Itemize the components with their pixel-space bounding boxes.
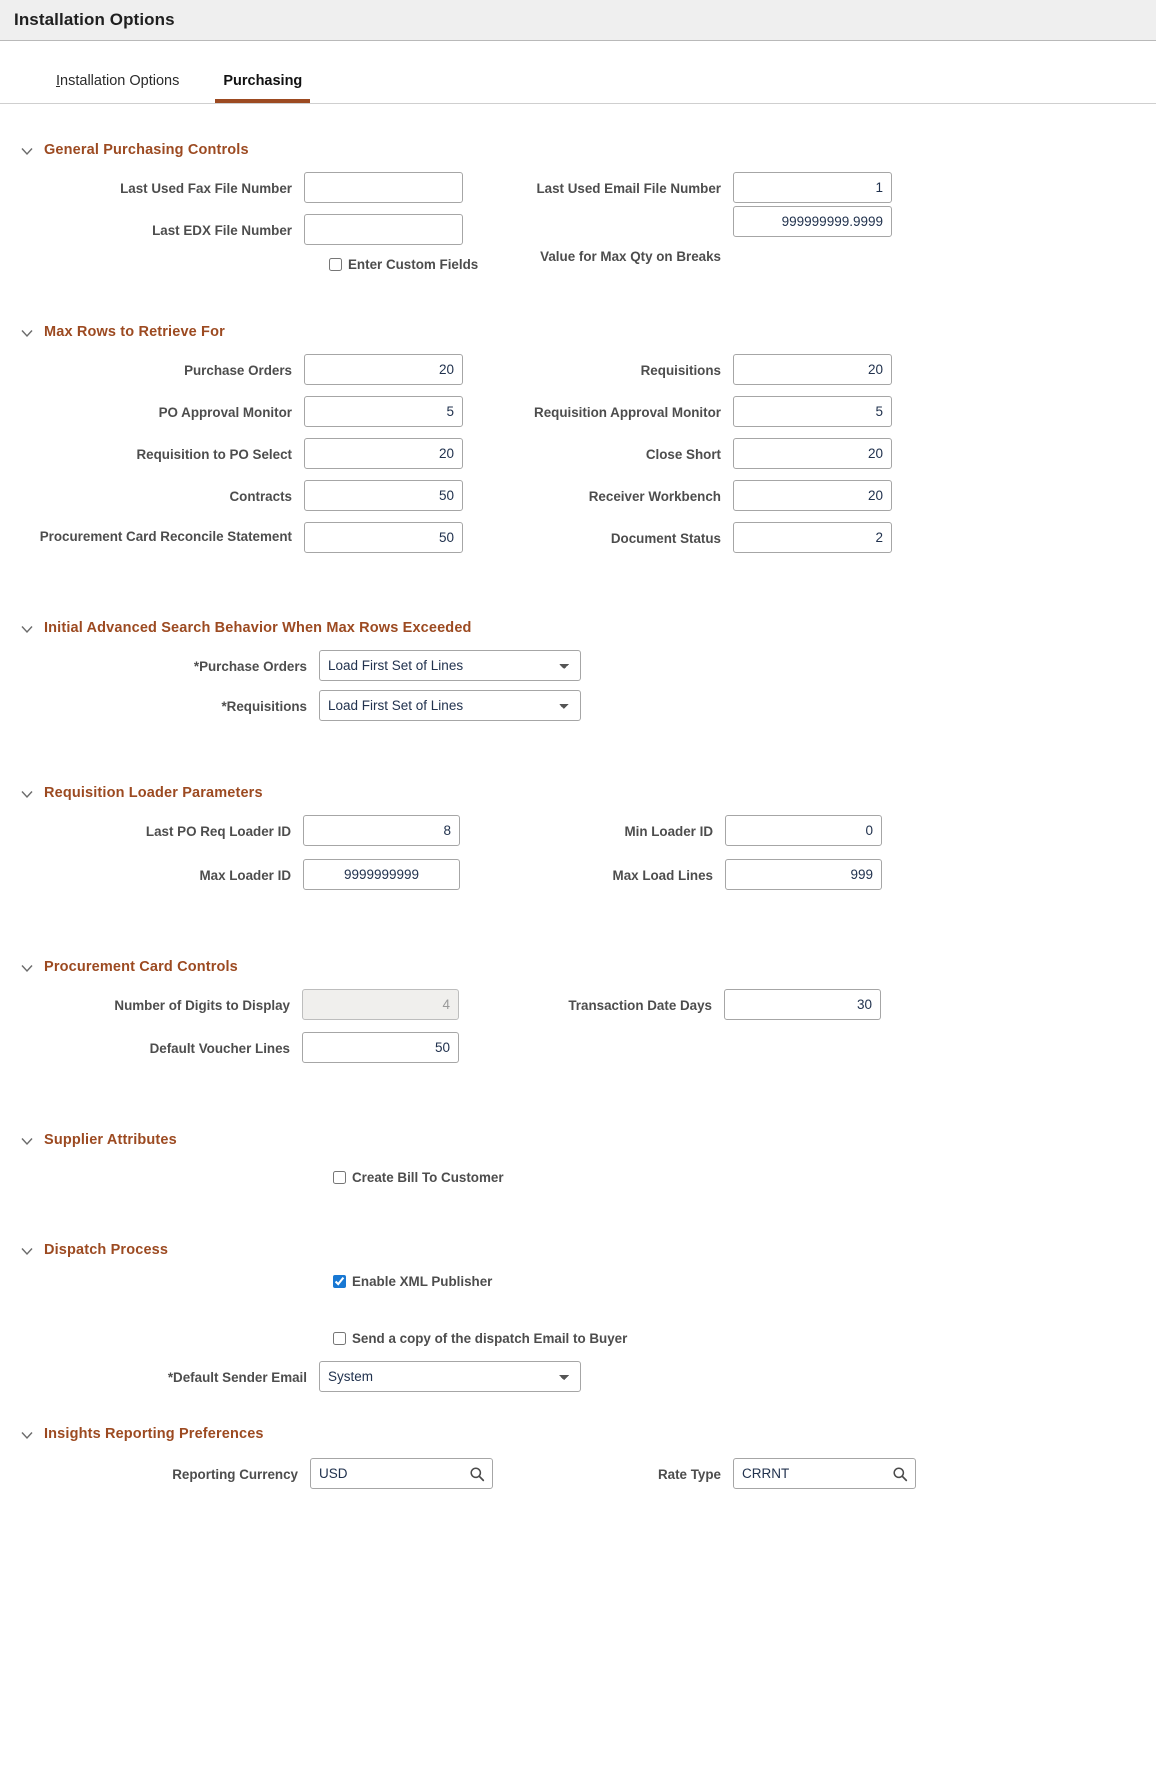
row-currency-ratetype [0, 1458, 1156, 1489]
tab-purchasing[interactable] [201, 73, 324, 103]
label-close-short: Close Short [645, 447, 721, 462]
cell-procurement-card-reconcile-statement [0, 522, 463, 553]
input-procurement-card-reconcile-statement[interactable] [304, 522, 463, 553]
max-rows-fields-grid [0, 354, 1156, 564]
cell-rate-type [641, 1458, 916, 1489]
label-document-status: Document Status [610, 531, 721, 546]
window-title-bar [0, 0, 1156, 41]
row-digits-transdays [0, 989, 1156, 1032]
cell-requisition-to-po-select [0, 438, 463, 469]
label-rate-type: Rate Type [657, 1467, 721, 1482]
section-title-general: General Purchasing Controls [44, 142, 249, 158]
label-max-load-lines: Max Load Lines [612, 868, 713, 883]
cell-requisition-approval-monitor [499, 396, 892, 427]
select-default-sender-email[interactable] [319, 1361, 581, 1392]
input-po-approval-monitor[interactable] [304, 396, 463, 427]
section-title-pcard: Procurement Card Controls [44, 959, 238, 975]
section-dispatch-process [0, 1185, 1156, 1392]
section-title-advanced-search: Initial Advanced Search Behavior When Max Rows Exceeded [44, 620, 472, 636]
label-adv-purchase-orders: *Purchase Orders [193, 659, 307, 674]
row-create-bill-to-customer [333, 1170, 1156, 1185]
label-enter-custom-fields: Enter Custom Fields [348, 257, 479, 272]
tab-installation-options[interactable]: Installation Options [56, 73, 180, 89]
row-approval-monitors [0, 396, 1156, 438]
chevron-down-icon[interactable] [20, 1428, 34, 1442]
row-reqtopo-closeshort [0, 438, 1156, 480]
label-requisition-approval-monitor: Requisition Approval Monitor [534, 405, 721, 420]
input-receiver-workbench[interactable] [733, 480, 892, 511]
label-transaction-date-days: Transaction Date Days [568, 998, 712, 1013]
chevron-down-icon[interactable] [20, 1244, 34, 1258]
tab-purchasing-label: Purchasing [223, 73, 303, 89]
section-header-insights[interactable] [0, 1426, 1156, 1442]
label-number-of-digits-to-display: Number of Digits to Display [114, 998, 290, 1013]
cell-last-used-email-file-number [499, 172, 892, 203]
section-max-rows-to-retrieve-for [0, 272, 1156, 564]
section-header-dispatch[interactable] [0, 1242, 1156, 1258]
input-number-of-digits-to-display [302, 989, 459, 1020]
cell-value-for-max-qty-on-breaks [499, 214, 892, 265]
input-last-used-email-file-number[interactable] [733, 172, 892, 203]
input-contracts[interactable] [304, 480, 463, 511]
input-transaction-date-days[interactable] [724, 989, 881, 1020]
row-po-req [0, 354, 1156, 396]
input-requisition-approval-monitor[interactable] [733, 396, 892, 427]
advanced-search-fields-grid [0, 650, 1156, 730]
section-header-req-loader[interactable] [0, 785, 1156, 801]
row-enable-xml-publisher [333, 1274, 1156, 1289]
cell-default-sender-email [0, 1361, 581, 1392]
row-default-voucher-lines [0, 1032, 1156, 1075]
req-loader-fields-grid [0, 815, 1156, 903]
label-default-voucher-lines: Default Voucher Lines [149, 1041, 290, 1056]
cell-reporting-currency [0, 1458, 493, 1489]
cell-contracts [0, 480, 463, 511]
input-last-po-req-loader-id[interactable] [303, 815, 460, 846]
cell-max-load-lines [494, 859, 882, 890]
label-reporting-currency: Reporting Currency [172, 1467, 298, 1482]
label-procurement-card-reconcile-statement: Procurement Card Reconcile Statement [39, 529, 292, 544]
input-requisitions[interactable] [733, 354, 892, 385]
row-adv-requisitions [0, 690, 1156, 730]
cell-last-po-req-loader-id [0, 815, 460, 846]
label-last-used-email-file-number: Last Used Email File Number [536, 181, 721, 196]
checkbox-send-copy-dispatch-email[interactable] [333, 1332, 346, 1345]
section-header-general-purchasing-controls[interactable] [0, 142, 1156, 158]
section-header-advanced-search[interactable] [0, 620, 1156, 636]
prompt-reporting-currency [310, 1458, 493, 1489]
row-pcard-docstatus [0, 522, 1156, 564]
input-max-loader-id[interactable] [303, 859, 460, 890]
section-title-supplier: Supplier Attributes [44, 1132, 177, 1148]
cell-min-loader-id [494, 815, 882, 846]
input-min-loader-id[interactable] [725, 815, 882, 846]
section-procurement-card-controls [0, 903, 1156, 1075]
label-min-loader-id: Min Loader ID [624, 824, 713, 839]
cell-last-edx-file-number [0, 214, 463, 245]
section-general-purchasing-controls [0, 104, 1156, 272]
label-last-po-req-loader-id: Last PO Req Loader ID [145, 824, 291, 839]
page-content [0, 104, 1156, 1489]
cell-max-loader-id [0, 859, 460, 890]
section-title-dispatch: Dispatch Process [44, 1242, 169, 1258]
cell-default-voucher-lines [0, 1032, 459, 1063]
cell-receiver-workbench [499, 480, 892, 511]
row-contracts-receiver [0, 480, 1156, 522]
prompt-rate-type [733, 1458, 916, 1489]
page-title: Installation Options [14, 10, 175, 29]
chevron-down-icon[interactable] [20, 622, 34, 636]
input-document-status[interactable] [733, 522, 892, 553]
section-supplier-attributes [0, 1075, 1156, 1185]
section-header-supplier[interactable] [0, 1132, 1156, 1148]
label-requisition-to-po-select: Requisition to PO Select [136, 447, 292, 462]
label-last-used-fax-file-number: Last Used Fax File Number [120, 181, 292, 196]
cell-transaction-date-days [493, 989, 881, 1020]
chevron-down-icon[interactable] [20, 787, 34, 801]
section-insights-reporting-preferences [0, 1392, 1156, 1489]
label-last-edx-file-number: Last EDX File Number [152, 223, 292, 238]
label-enable-xml-publisher: Enable XML Publisher [352, 1274, 493, 1289]
select-adv-requisitions[interactable] [319, 690, 581, 721]
chevron-down-icon[interactable] [20, 1134, 34, 1148]
input-default-voucher-lines[interactable] [302, 1032, 459, 1063]
section-title-max-rows: Max Rows to Retrieve For [44, 324, 225, 340]
chevron-down-icon[interactable] [20, 326, 34, 340]
row-adv-purchase-orders [0, 650, 1156, 690]
label-receiver-workbench: Receiver Workbench [588, 489, 721, 504]
magnifier-icon[interactable] [892, 1466, 908, 1482]
row-edx-maxqty [0, 214, 1156, 264]
label-requisitions: Requisitions [640, 363, 721, 378]
cell-po-approval-monitor [0, 396, 463, 427]
label-max-loader-id: Max Loader ID [199, 868, 291, 883]
input-max-load-lines[interactable] [725, 859, 882, 890]
label-contracts: Contracts [229, 489, 292, 504]
label-send-copy-dispatch-email: Send a copy of the dispatch Email to Buyer [352, 1331, 628, 1346]
tab-installation-options-label-rest: nstallation Options [60, 73, 180, 89]
checkbox-enter-custom-fields[interactable] [329, 258, 342, 271]
cell-requisitions [499, 354, 892, 385]
label-adv-requisitions: *Requisitions [221, 699, 307, 714]
cell-last-used-fax-file-number [0, 172, 463, 203]
magnifier-icon[interactable] [469, 1466, 485, 1482]
cell-close-short [499, 438, 892, 469]
row-default-sender-email [0, 1361, 1156, 1392]
chevron-down-icon[interactable] [20, 144, 34, 158]
row-send-copy-dispatch-email [333, 1331, 1156, 1346]
checkbox-enable-xml-publisher[interactable] [333, 1275, 346, 1288]
row-maxloader-maxlines [0, 859, 1156, 903]
section-header-pcard[interactable] [0, 959, 1156, 975]
cell-number-of-digits-to-display [0, 989, 459, 1020]
section-header-max-rows[interactable] [0, 324, 1156, 340]
pcard-fields-grid [0, 989, 1156, 1075]
label-value-for-max-qty-on-breaks: Value for Max Qty on Breaks [540, 249, 721, 264]
row-lastpo-minloader [0, 815, 1156, 859]
tab-bar [0, 41, 1156, 104]
section-title-insights: Insights Reporting Preferences [44, 1426, 264, 1442]
section-requisition-loader-parameters [0, 730, 1156, 903]
cell-adv-purchase-orders [0, 650, 581, 681]
input-last-edx-file-number[interactable] [304, 214, 463, 245]
input-reporting-currency[interactable] [310, 1458, 493, 1489]
input-rate-type[interactable] [733, 1458, 916, 1489]
cell-adv-requisitions [0, 690, 581, 721]
input-purchase-orders[interactable] [304, 354, 463, 385]
cell-purchase-orders [0, 354, 463, 385]
section-initial-advanced-search-behavior [0, 564, 1156, 730]
label-default-sender-email: *Default Sender Email [167, 1370, 307, 1385]
checkbox-create-bill-to-customer[interactable] [333, 1171, 346, 1184]
section-title-req-loader: Requisition Loader Parameters [44, 785, 263, 801]
cell-document-status [499, 522, 892, 553]
label-po-approval-monitor: PO Approval Monitor [158, 405, 292, 420]
row-fax-email [0, 172, 1156, 214]
label-create-bill-to-customer: Create Bill To Customer [352, 1170, 504, 1185]
input-value-for-max-qty-on-breaks[interactable] [733, 206, 892, 237]
input-close-short[interactable] [733, 438, 892, 469]
general-fields-grid [0, 172, 1156, 272]
label-purchase-orders: Purchase Orders [184, 363, 292, 378]
input-last-used-fax-file-number[interactable] [304, 172, 463, 203]
select-adv-purchase-orders[interactable] [319, 650, 581, 681]
chevron-down-icon[interactable] [20, 961, 34, 975]
input-requisition-to-po-select[interactable] [304, 438, 463, 469]
